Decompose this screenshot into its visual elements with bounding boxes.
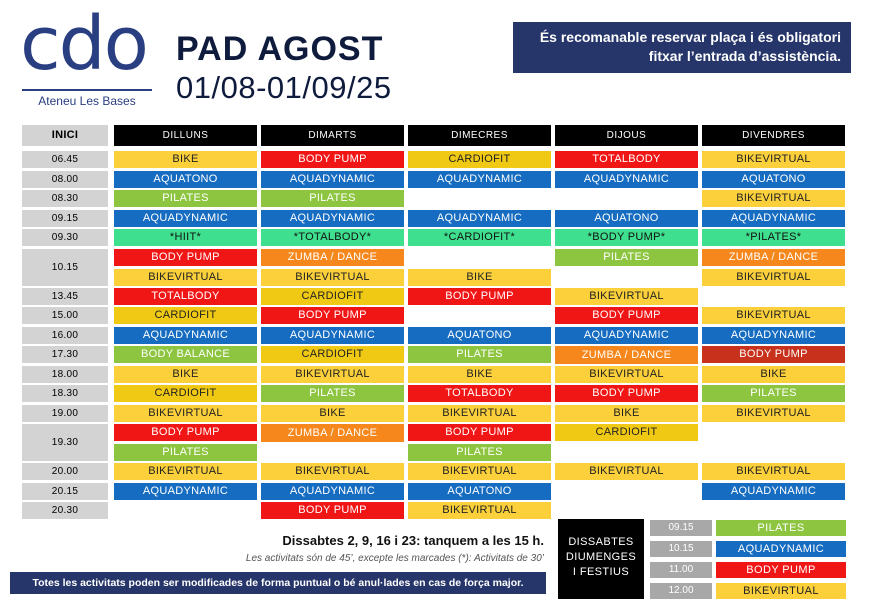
modification-notice: Totes les activitats poden ser modificades de forma puntual o bé anul·lades en cas de força major. (10, 572, 546, 594)
class-cell: PILATES (408, 346, 551, 363)
class-cell: BODY PUMP (555, 385, 698, 402)
class-cell: AQUADYNAMIC (261, 171, 404, 188)
class-cell: BIKEVIRTUAL (114, 269, 257, 286)
class-cell: BIKEVIRTUAL (408, 463, 551, 480)
class-cell: BIKEVIRTUAL (114, 405, 257, 422)
class-cell: ZUMBA / DANCE (261, 249, 404, 266)
class-cell: BIKE (261, 405, 404, 422)
class-cell: *HIIT* (114, 229, 257, 246)
class-cell: BIKE (408, 366, 551, 383)
saturday-note: Dissabtes 2, 9, 16 i 23: tanquem a les 15 h. (282, 533, 544, 548)
time-slot: 20.30 (22, 502, 108, 519)
class-cell: TOTALBODY (408, 385, 551, 402)
class-cell: *PILATES* (702, 229, 845, 246)
class-cell: BODY PUMP (114, 424, 257, 441)
class-cell: BIKEVIRTUAL (555, 366, 698, 383)
class-cell: TOTALBODY (555, 151, 698, 168)
class-cell: *TOTALBODY* (261, 229, 404, 246)
weekend-class: BODY PUMP (716, 562, 846, 578)
class-cell: AQUATONO (114, 171, 257, 188)
class-cell: AQUADYNAMIC (114, 210, 257, 227)
class-cell: BIKEVIRTUAL (702, 269, 845, 286)
class-cell: BIKEVIRTUAL (114, 463, 257, 480)
weekend-label-line: DISSABTES (568, 536, 634, 548)
time-slot: 08.00 (22, 171, 108, 188)
class-cell: BIKEVIRTUAL (408, 405, 551, 422)
class-cell: BIKEVIRTUAL (702, 190, 845, 207)
header-time: INICI (22, 125, 108, 146)
weekend-time: 11.00 (650, 562, 712, 578)
class-cell: AQUADYNAMIC (702, 483, 845, 500)
class-cell: BODY BALANCE (114, 346, 257, 363)
reservation-notice: És recomanable reservar plaça i és obligatori fitxar l’entrada d’assistència. (513, 22, 851, 73)
header-day-dilluns: DILLUNS (114, 125, 257, 146)
class-cell: AQUATONO (702, 171, 845, 188)
class-cell: CARDIOFIT (555, 424, 698, 441)
class-cell: BIKEVIRTUAL (261, 269, 404, 286)
weekend-label-line: DIUMENGES (565, 551, 637, 563)
logo-text: cdo (20, 1, 147, 87)
class-cell: BIKE (408, 269, 551, 286)
class-cell: PILATES (114, 190, 257, 207)
class-cell: BIKEVIRTUAL (555, 463, 698, 480)
class-cell: CARDIOFIT (408, 151, 551, 168)
date-range: 01/08-01/09/25 (176, 70, 392, 105)
weekend-class: BIKEVIRTUAL (716, 583, 846, 599)
weekend-time: 09.15 (650, 520, 712, 536)
class-cell: BODY PUMP (702, 346, 845, 363)
weekend-label-line: I FESTIUS (572, 566, 630, 578)
time-slot: 08.30 (22, 190, 108, 207)
class-cell: AQUADYNAMIC (114, 327, 257, 344)
class-cell: AQUADYNAMIC (702, 327, 845, 344)
logo-subtitle: Ateneu Les Bases (38, 94, 136, 108)
class-cell: ZUMBA / DANCE (702, 249, 845, 266)
class-cell: BIKE (702, 366, 845, 383)
class-cell: AQUADYNAMIC (555, 171, 698, 188)
class-cell: AQUADYNAMIC (114, 483, 257, 500)
time-slot: 10.15 (22, 249, 108, 286)
class-cell: PILATES (702, 385, 845, 402)
time-slot: 06.45 (22, 151, 108, 168)
class-cell: BIKE (114, 151, 257, 168)
class-cell: BODY PUMP (261, 151, 404, 168)
class-cell: BIKEVIRTUAL (408, 502, 551, 519)
time-slot: 20.00 (22, 463, 108, 480)
class-cell: BIKEVIRTUAL (555, 288, 698, 305)
class-cell: BODY PUMP (261, 502, 404, 519)
class-cell: BODY PUMP (408, 424, 551, 441)
class-cell: BIKEVIRTUAL (702, 307, 845, 324)
class-cell: BIKEVIRTUAL (261, 463, 404, 480)
class-cell: CARDIOFIT (261, 288, 404, 305)
class-cell: ZUMBA / DANCE (261, 424, 404, 442)
weekend-time: 12.00 (650, 583, 712, 599)
time-slot: 20.15 (22, 483, 108, 500)
class-cell: AQUADYNAMIC (261, 483, 404, 500)
time-slot: 16.00 (22, 327, 108, 344)
class-cell: AQUATONO (408, 483, 551, 500)
time-slot: 15.00 (22, 307, 108, 324)
class-cell: PILATES (555, 249, 698, 266)
class-cell: BIKEVIRTUAL (702, 405, 845, 422)
time-slot: 13.45 (22, 288, 108, 305)
weekend-label (558, 519, 644, 599)
class-cell: AQUATONO (408, 327, 551, 344)
time-slot: 19.00 (22, 405, 108, 422)
class-cell: TOTALBODY (114, 288, 257, 305)
logo-divider (22, 89, 152, 91)
weekend-class: AQUADYNAMIC (716, 541, 846, 557)
page-title: PAD AGOST (176, 30, 384, 68)
weekend-class: PILATES (716, 520, 846, 536)
class-cell: BIKEVIRTUAL (702, 151, 845, 168)
class-cell: CARDIOFIT (114, 385, 257, 402)
time-slot: 18.30 (22, 385, 108, 402)
class-cell: PILATES (408, 444, 551, 461)
class-cell: AQUADYNAMIC (261, 327, 404, 344)
class-cell: AQUADYNAMIC (555, 327, 698, 344)
header-day-divendres: DIVENDRES (702, 125, 845, 146)
class-cell: BODY PUMP (408, 288, 551, 305)
class-cell: CARDIOFIT (114, 307, 257, 324)
class-cell: *BODY PUMP* (555, 229, 698, 246)
header-day-dimarts: DIMARTS (261, 125, 404, 146)
class-cell: AQUATONO (555, 210, 698, 227)
duration-note: Les activitats són de 45’, excepte les marcades (*): Activitats de 30’ (245, 553, 544, 564)
class-cell: BIKE (555, 405, 698, 422)
class-cell: AQUADYNAMIC (702, 210, 845, 227)
header-day-dijous: DIJOUS (555, 125, 698, 146)
class-cell: BODY PUMP (114, 249, 257, 266)
class-cell: PILATES (261, 190, 404, 207)
time-slot: 09.15 (22, 210, 108, 227)
class-cell: *CARDIOFIT* (408, 229, 551, 246)
time-slot: 18.00 (22, 366, 108, 383)
time-slot: 19.30 (22, 424, 108, 461)
class-cell: BIKEVIRTUAL (702, 463, 845, 480)
class-cell: ZUMBA / DANCE (555, 346, 698, 364)
weekend-time: 10.15 (650, 541, 712, 557)
class-cell: BIKEVIRTUAL (261, 366, 404, 383)
class-cell: AQUADYNAMIC (261, 210, 404, 227)
class-cell: AQUADYNAMIC (408, 210, 551, 227)
class-cell: AQUADYNAMIC (408, 171, 551, 188)
header-day-dimecres: DIMECRES (408, 125, 551, 146)
time-slot: 09.30 (22, 229, 108, 246)
class-cell: BODY PUMP (555, 307, 698, 324)
class-cell: PILATES (261, 385, 404, 402)
class-cell: PILATES (114, 444, 257, 461)
class-cell: BIKE (114, 366, 257, 383)
time-slot: 17.30 (22, 346, 108, 363)
class-cell: CARDIOFIT (261, 346, 404, 363)
class-cell: BODY PUMP (261, 307, 404, 324)
